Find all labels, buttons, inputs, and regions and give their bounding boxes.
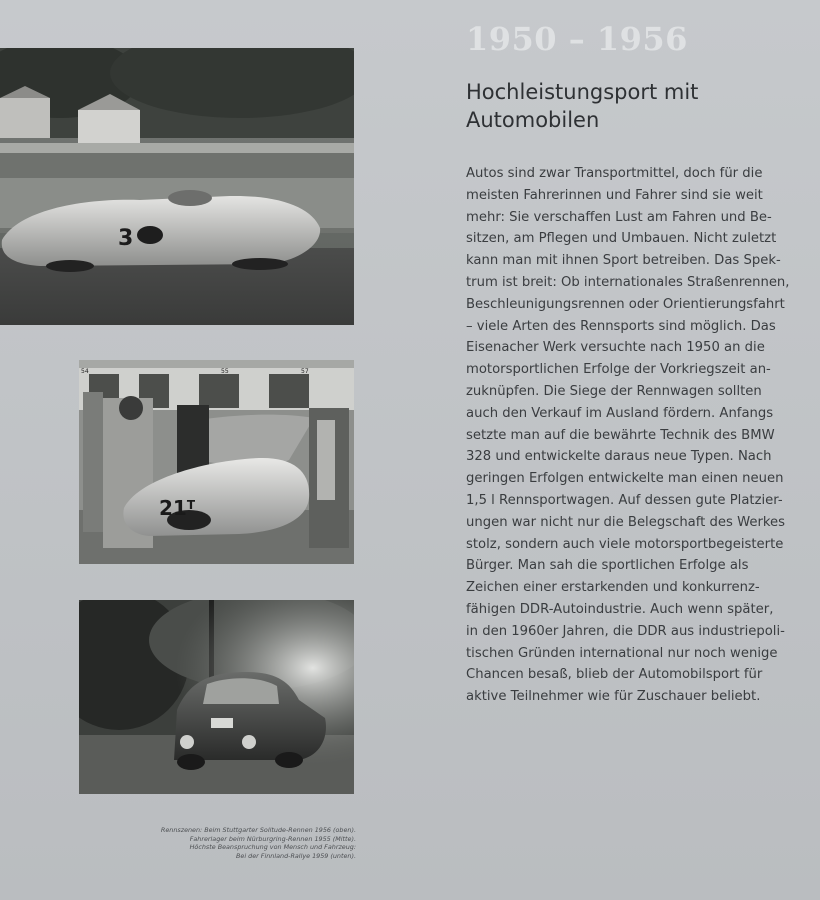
photo-nurburgring-paddock	[79, 360, 354, 564]
caption-line: Rennszenen: Beim Stuttgarter Solitude-Rennen 1956 (oben).	[160, 826, 356, 834]
body-text	[466, 163, 811, 708]
pit-label-57: 57	[301, 368, 309, 375]
body-line: in den 1960er Jahren, die DDR aus industriepoli-	[466, 623, 785, 639]
body-line: Autos sind zwar Transportmittel, doch für die	[466, 166, 763, 181]
photo-solitude-race	[0, 48, 354, 325]
body-line: Beschleunigungsrennen oder Orientierungsfahrt	[466, 296, 785, 312]
pit-label-55: 55	[221, 368, 229, 375]
body-line: fähigen DDR-Autoindustrie. Auch wenn später,	[466, 601, 774, 617]
body-line: stolz, sondern auch viele motorsportbegeisterte	[466, 536, 784, 552]
body-line: Eisenacher Werk versuchte nach 1950 an die	[466, 340, 765, 356]
heading-line: Automobilen	[466, 108, 600, 132]
pit-label-54: 54	[81, 368, 89, 375]
body-line: ungen war nicht nur die Belegschaft des Werkes	[466, 514, 786, 530]
body-line: Chancen besaß, blieb der Automobilsport für	[466, 667, 763, 683]
heading-line: Hochleistungsport mit	[466, 80, 699, 104]
body-line: kann man mit ihnen Sport betreiben. Das Spek-	[466, 253, 781, 269]
top-car-number: 3	[118, 226, 134, 251]
body-line: Zeichen einer erstarkenden und konkurrenz-	[466, 580, 760, 596]
caption-line: Höchste Beanspruchung von Mensch und Fahrzeug:	[189, 843, 356, 852]
body-line: Bürger. Man sah die sportlichen Erfolge als	[466, 558, 749, 574]
mid-car-number: $21^T$	[159, 496, 196, 520]
year-range: 1950 – 1956	[466, 20, 688, 58]
photo-caption	[100, 826, 356, 860]
body-line: setzte man auf die bewährte Technik des BMW	[466, 427, 775, 443]
body-line: 1,5 l Rennsportwagen. Auf dessen gute Platzier-	[466, 492, 783, 508]
body-line: trum ist breit: Ob internationales Straßenrennen,	[466, 274, 790, 290]
body-line: zuknüpfen. Die Siege der Rennwagen sollten	[466, 383, 762, 399]
body-line: – viele Arten des Rennsports sind möglich. Das	[466, 318, 776, 334]
caption-line: Fahrerlager beim Nürburgring-Rennen 1955 (Mitte).	[189, 834, 356, 843]
body-line: motorsportlichen Erfolge der Vorkriegszeit an-	[466, 362, 771, 378]
photo-finland-rally	[79, 600, 354, 794]
caption-line: Bei der Finnland-Rallye 1959 (unten).	[236, 851, 356, 860]
body-line: geringen Erfolgen entwickelte man einen neuen	[466, 471, 784, 487]
body-line: aktive Teilnehmer wie für Zuschauer beliebt.	[466, 689, 761, 705]
body-line: tischen Gründen international nur noch wenige	[466, 645, 778, 661]
body-line: auch den Verkauf im Ausland fördern. Anfangs	[466, 405, 774, 421]
section-heading	[466, 78, 806, 134]
body-line: 328 und entwickelte daraus neue Typen. Nach	[466, 449, 772, 465]
body-line: mehr: Sie verschaffen Lust am Fahren und Be-	[466, 209, 772, 225]
body-line: meisten Fahrerinnen und Fahrer sind sie weit	[466, 187, 763, 203]
body-line: sitzen, am Pflegen und Umbauen. Nicht zuletzt	[466, 231, 777, 247]
